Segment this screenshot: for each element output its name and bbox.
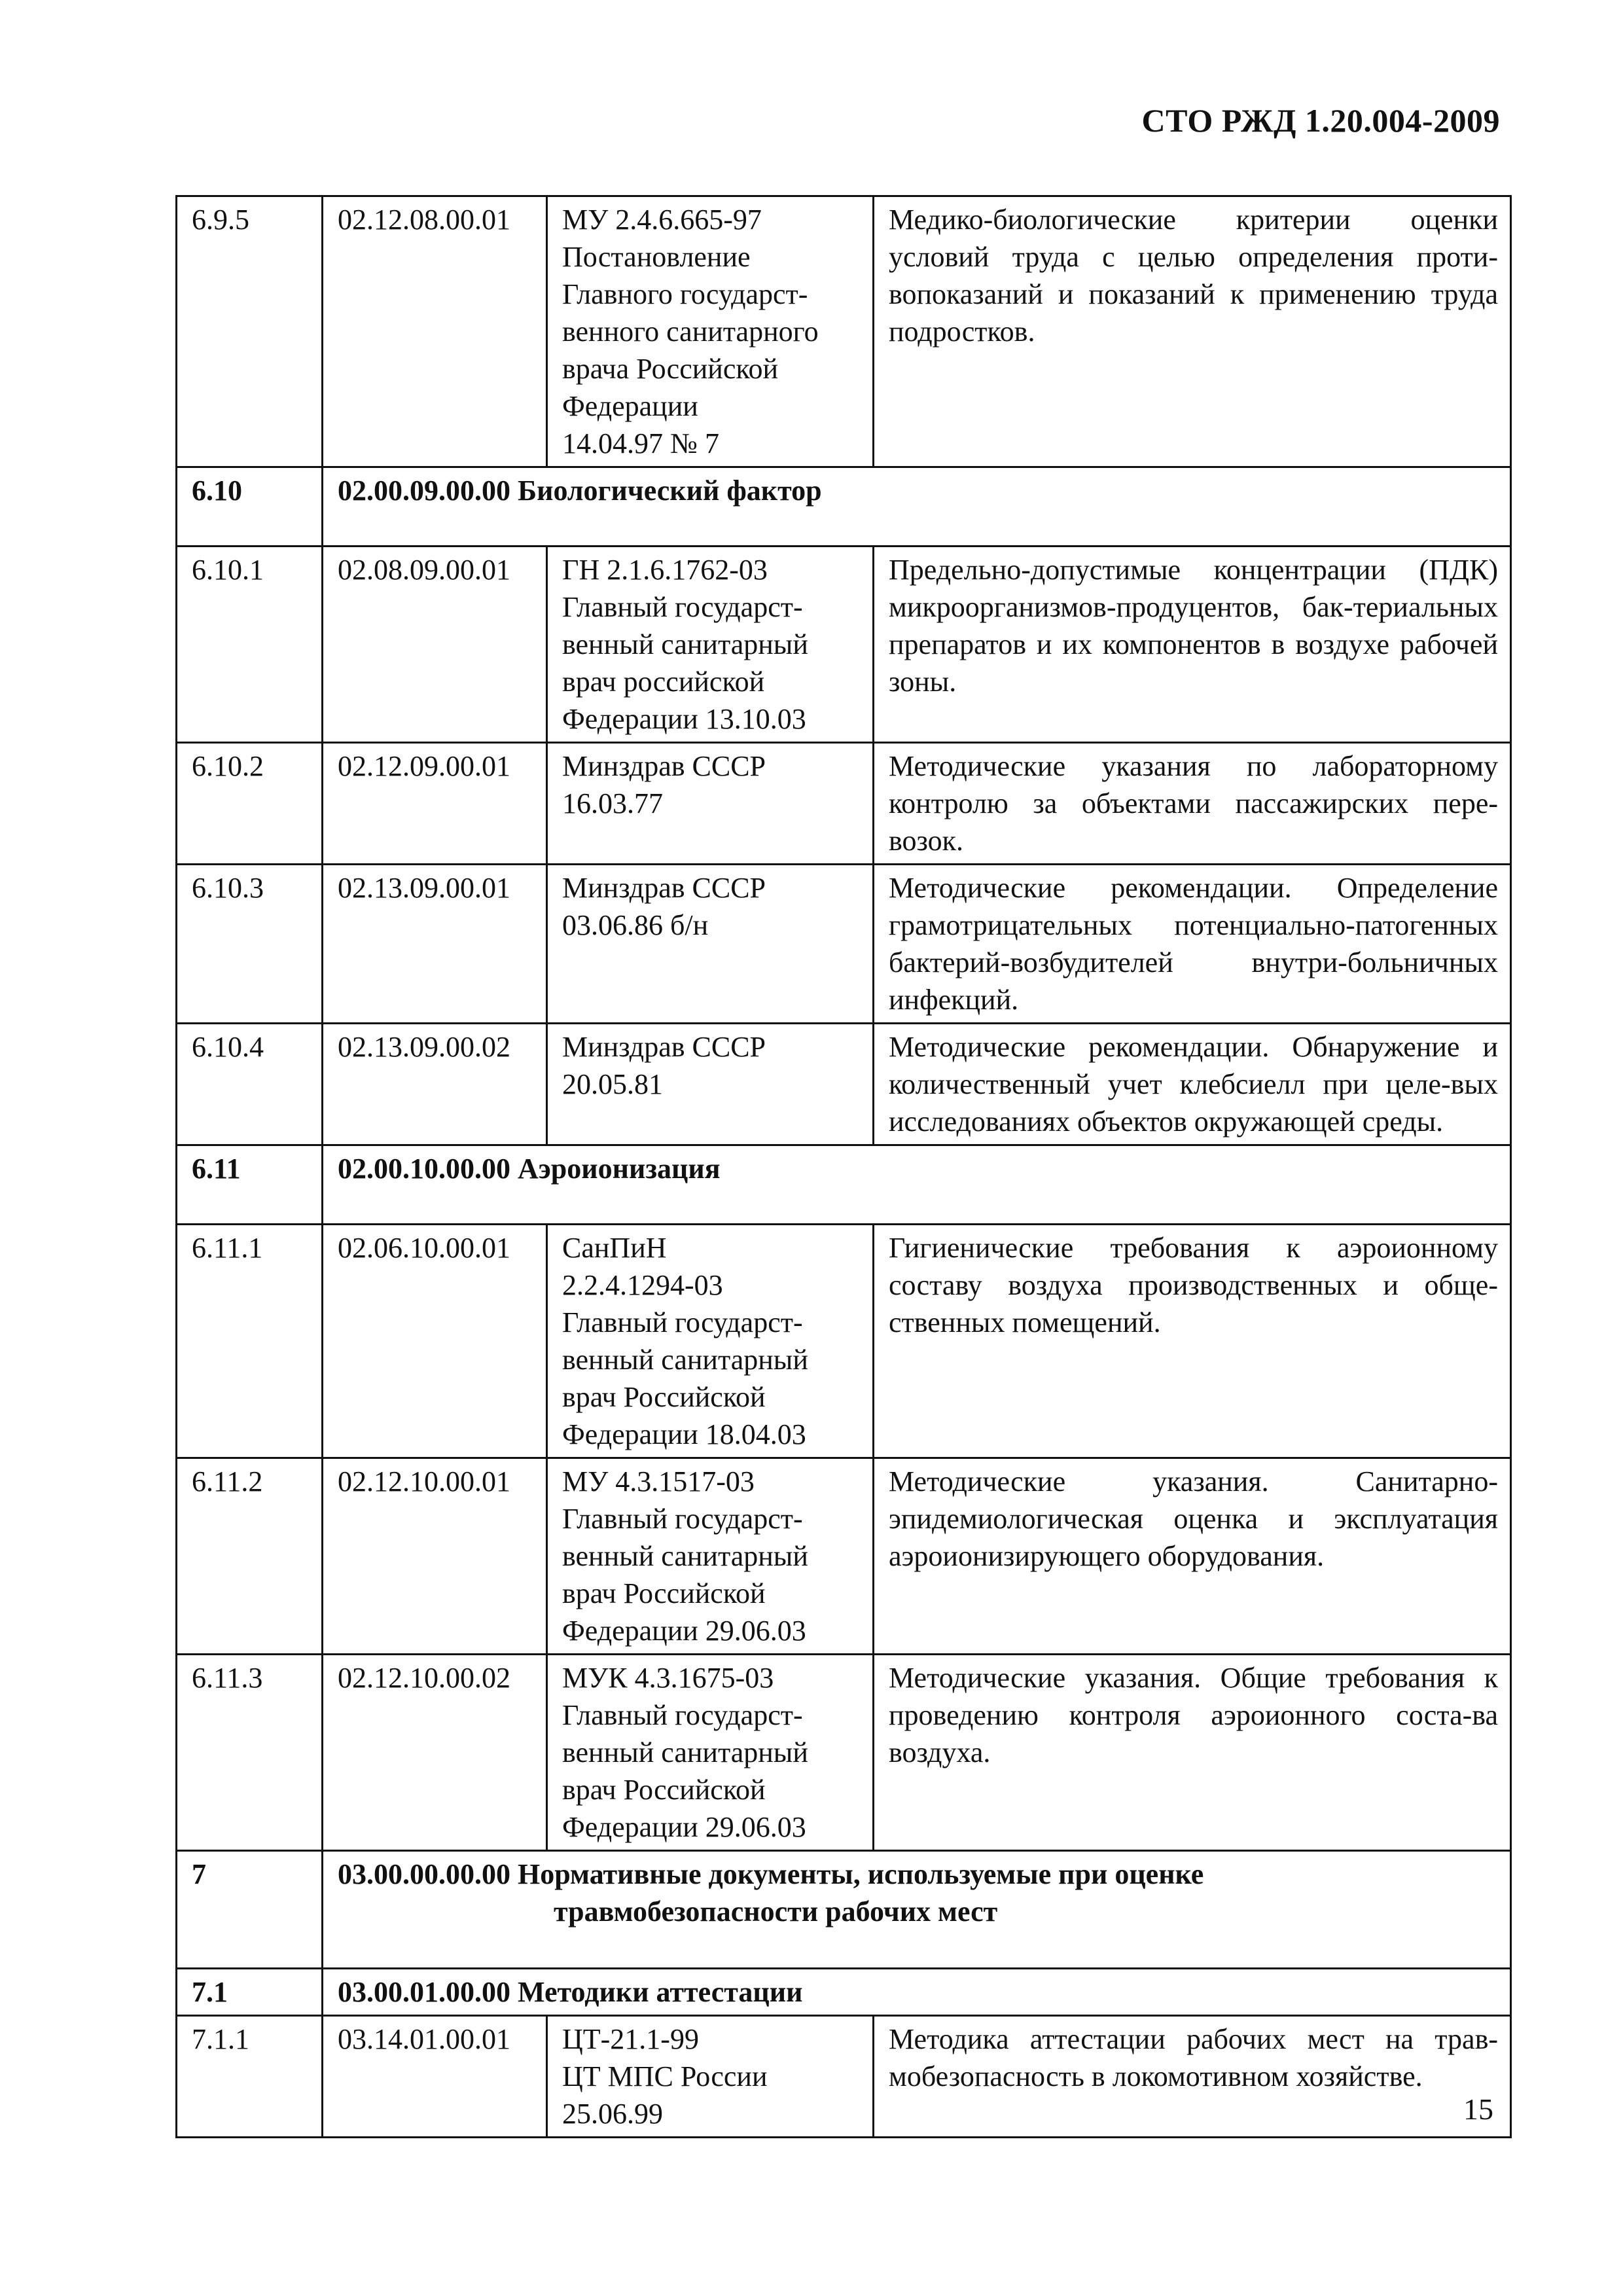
row-description: Гигиенические требования к аэроионному составу воздуха производственных и обще-ственных помещений. bbox=[874, 1225, 1511, 1458]
row-document: Минздрав СССР 20.05.81 bbox=[547, 1024, 874, 1145]
row-number: 6.9.5 bbox=[177, 196, 323, 467]
row-code: 03.14.01.00.01 bbox=[323, 2016, 547, 2138]
section-number: 6.10 bbox=[177, 467, 323, 547]
row-number: 6.10.1 bbox=[177, 547, 323, 743]
section-title: 02.00.10.00.00 Аэроионизация bbox=[323, 1145, 1511, 1225]
row-document: МУ 2.4.6.665-97 Постановление Главного государст- венного санитарного врача Российской Федерации 14.04.97 № 7 bbox=[547, 196, 874, 467]
section-title: 02.00.09.00.00 Биологический фактор bbox=[323, 467, 1511, 547]
table-row bbox=[177, 1458, 1511, 1655]
row-code: 02.08.09.00.01 bbox=[323, 547, 547, 743]
row-description: Методические указания. Санитарно-эпидемиологическая оценка и эксплуатация аэроионизирующего оборудования. bbox=[874, 1458, 1511, 1655]
section-row bbox=[177, 1969, 1511, 2016]
table-row bbox=[177, 865, 1511, 1024]
row-code: 02.12.09.00.01 bbox=[323, 743, 547, 865]
row-code: 02.06.10.00.01 bbox=[323, 1225, 547, 1458]
row-document: Минздрав СССР 03.06.86 б/н bbox=[547, 865, 874, 1024]
row-description: Предельно-допустимые концентрации (ПДК) микроорганизмов-продуцентов, бак-териальных препаратов и их компонентов в воздухе рабочей зоны. bbox=[874, 547, 1511, 743]
row-description: Методика аттестации рабочих мест на трав-мобезопасность в локомотивном хозяйстве. bbox=[874, 2016, 1511, 2138]
row-number: 6.11.1 bbox=[177, 1225, 323, 1458]
row-description: Методические рекомендации. Определение грамотрицательных потенциально-патогенных бактерий-возбудителей внутри-больничных инфекций. bbox=[874, 865, 1511, 1024]
section-number: 7 bbox=[177, 1851, 323, 1969]
table-row bbox=[177, 547, 1511, 743]
section-title-line2: травмобезопасности рабочих мест bbox=[554, 1895, 998, 1928]
table-row bbox=[177, 2016, 1511, 2138]
row-document: ЦТ-21.1-99 ЦТ МПС России 25.06.99 bbox=[547, 2016, 874, 2138]
table-row bbox=[177, 196, 1511, 467]
row-code: 02.13.09.00.02 bbox=[323, 1024, 547, 1145]
table-row bbox=[177, 1655, 1511, 1851]
row-description: Методические указания. Общие требования к проведению контроля аэроионного соста-ва воздуха. bbox=[874, 1655, 1511, 1851]
row-description: Медико-биологические критерии оценки условий труда с целью определения проти-вопоказаний и показаний к применению труда подростков. bbox=[874, 196, 1511, 467]
regulations-table bbox=[175, 195, 1512, 2138]
row-code: 02.13.09.00.01 bbox=[323, 865, 547, 1024]
row-document: СанПиН 2.2.4.1294-03 Главный государст- венный санитарный врач Российской Федерации 18.04.03 bbox=[547, 1225, 874, 1458]
row-code: 02.12.10.00.02 bbox=[323, 1655, 547, 1851]
row-number: 6.11.3 bbox=[177, 1655, 323, 1851]
row-number: 6.10.2 bbox=[177, 743, 323, 865]
row-number: 6.11.2 bbox=[177, 1458, 323, 1655]
section-number: 6.11 bbox=[177, 1145, 323, 1225]
section-row bbox=[177, 1145, 1511, 1225]
section-number: 7.1 bbox=[177, 1969, 323, 2016]
section-title-line1: 03.00.00.00.00 Нормативные документы, используемые при оценке bbox=[338, 1858, 1204, 1890]
section-title: 03.00.01.00.00 Методики аттестации bbox=[323, 1969, 1511, 2016]
table-row bbox=[177, 1225, 1511, 1458]
row-document: МУ 4.3.1517-03 Главный государст- венный санитарный врач Российской Федерации 29.06.03 bbox=[547, 1458, 874, 1655]
row-document: Минздрав СССР 16.03.77 bbox=[547, 743, 874, 865]
table-row bbox=[177, 1024, 1511, 1145]
row-number: 6.10.3 bbox=[177, 865, 323, 1024]
row-code: 02.12.10.00.01 bbox=[323, 1458, 547, 1655]
section-row bbox=[177, 467, 1511, 547]
row-description: Методические указания по лабораторному контролю за объектами пассажирских пере-возок. bbox=[874, 743, 1511, 865]
row-number: 6.10.4 bbox=[177, 1024, 323, 1145]
document-header: СТО РЖД 1.20.004-2009 bbox=[1141, 102, 1500, 139]
row-code: 02.12.08.00.01 bbox=[323, 196, 547, 467]
page-number: 15 bbox=[1463, 2092, 1493, 2126]
section-title bbox=[323, 1851, 1511, 1969]
section-row bbox=[177, 1851, 1511, 1969]
row-document: ГН 2.1.6.1762-03 Главный государст- венный санитарный врач российской Федерации 13.10.03 bbox=[547, 547, 874, 743]
row-description: Методические рекомендации. Обнаружение и количественный учет клебсиелл при целе-вых исследованиях объектов окружающей среды. bbox=[874, 1024, 1511, 1145]
row-number: 7.1.1 bbox=[177, 2016, 323, 2138]
table-row bbox=[177, 743, 1511, 865]
row-document: МУК 4.3.1675-03 Главный государст- венный санитарный врач Российской Федерации 29.06.03 bbox=[547, 1655, 874, 1851]
